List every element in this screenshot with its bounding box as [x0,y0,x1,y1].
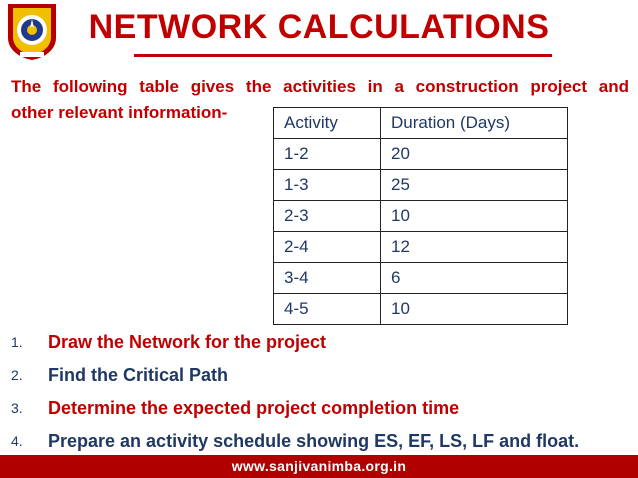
task-text: Prepare an activity schedule showing ES, EF, LS, LF and float. [48,431,580,451]
table-row [274,263,568,294]
intro-line-1: The following table gives the activities in a construction project and [11,77,629,96]
activity-cell: 3-4 [274,263,381,294]
duration-cell: 25 [381,170,568,201]
task-text: Draw the Network for the project [48,332,327,352]
task-number: 2. [11,367,23,383]
activity-cell: 1-3 [274,170,381,201]
intro-line-2: other relevant information- [11,103,228,122]
activity-table [273,107,568,325]
task-text: Find the Critical Path [48,365,229,385]
header-activity: Activity [274,108,381,139]
table-row [274,139,568,170]
page-title: NETWORK CALCULATIONS [88,8,550,46]
header-duration: Duration (Days) [381,108,568,139]
footer-bar [0,455,638,478]
table-row [274,294,568,325]
duration-cell: 6 [381,263,568,294]
task-text: Determine the expected project completion time [48,398,460,418]
duration-cell: 12 [381,232,568,263]
task-number: 1. [11,334,23,350]
task-number: 4. [11,433,23,449]
footer-url[interactable]: www.sanjivanimba.org.in [231,458,407,474]
duration-cell: 10 [381,201,568,232]
table-row [274,170,568,201]
task-number: 3. [11,400,23,416]
duration-cell: 10 [381,294,568,325]
title-underline [134,54,552,57]
table-row [274,232,568,263]
table-header-row [274,108,568,139]
activity-cell: 1-2 [274,139,381,170]
activity-cell: 4-5 [274,294,381,325]
activity-cell: 2-4 [274,232,381,263]
activity-cell: 2-3 [274,201,381,232]
table-row [274,201,568,232]
duration-cell: 20 [381,139,568,170]
